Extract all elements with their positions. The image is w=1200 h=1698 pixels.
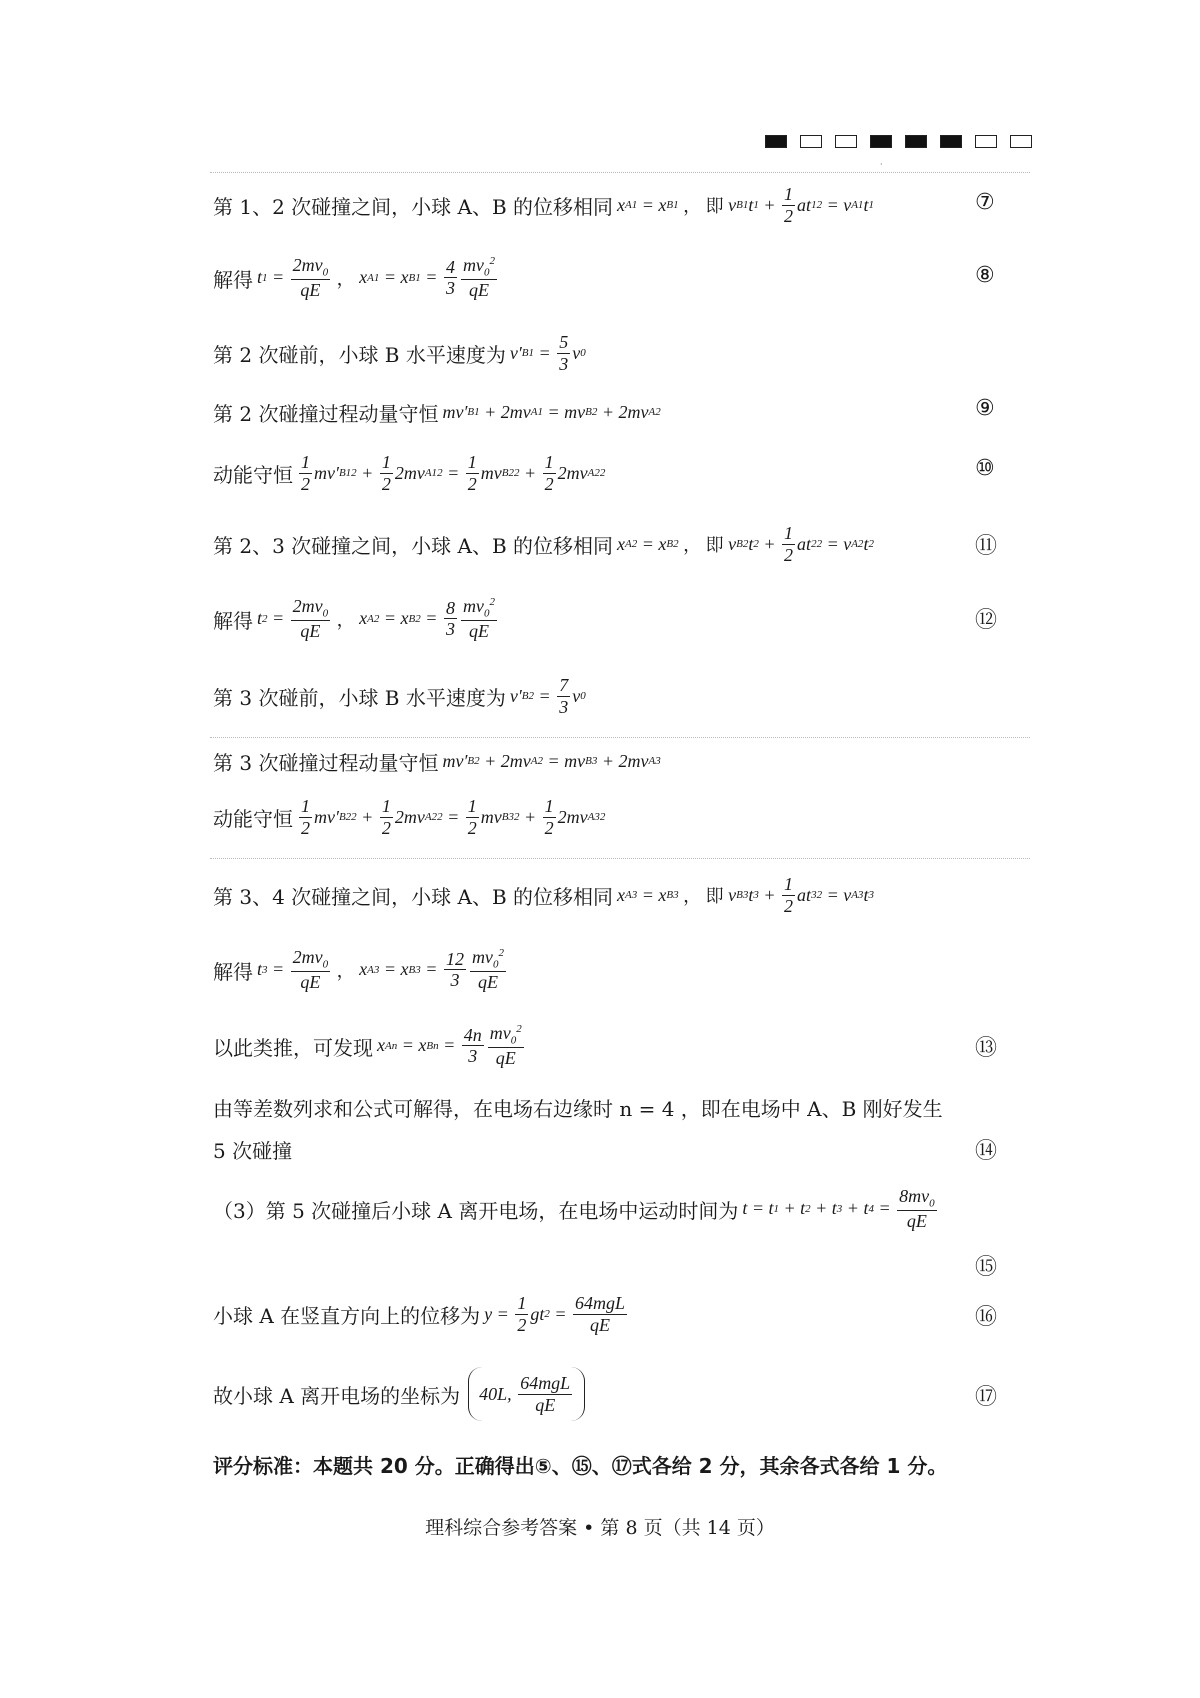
line-text: 故小球 A 离开电场的坐标为 <box>213 1383 461 1408</box>
equation-number: ⑩ <box>975 456 995 481</box>
equation: $\frac{1}{2}$ mv′ B1 2 + $\frac{1}{2}$ 2mv A1 2 = $\frac{1}{2}$ mv B2 2 + $\frac{1}{2}$ 2mv A2 2 <box>301 451 606 494</box>
corner-mark <box>800 135 822 148</box>
line-text: 第 3 次碰撞过程动量守恒 <box>213 750 439 775</box>
equation: mv′ B1 + 2mv A1 = mv B2 + 2mv A2 <box>442 401 661 422</box>
text-line <box>213 744 1000 778</box>
line-text: 第 2 次碰前，小球 B 水平速度为 <box>213 342 506 367</box>
text-line <box>213 789 1000 845</box>
line-text: 由等差数列求和公式可解得，在电场右边缘时 n = 4 ，即在电场中 A、B 刚好发生 <box>213 1096 943 1121</box>
equation: t 3 = $\frac{2mv_0}{qE}$ ， x A3 = x B3 = $\frac{12}{3}$ $\frac{mv_0^2}{qE}$ <box>257 947 504 993</box>
equation: x A3 = x B3 ， 即 v B3 t 3 + $\frac{1}{2}$ at 3 2 = v A3 t 3 <box>617 873 874 916</box>
text-line <box>213 668 1000 724</box>
corner-mark <box>975 135 997 148</box>
line-text: 第 2 次碰撞过程动量守恒 <box>213 401 439 426</box>
line-text: 以此类推，可发现 <box>213 1035 373 1060</box>
text-line <box>213 248 1000 308</box>
text-line <box>213 325 1000 381</box>
equation-number: ⑦ <box>975 190 995 215</box>
text-line <box>213 1016 1000 1076</box>
equation: x A2 = x B2 ， 即 v B2 t 2 + $\frac{1}{2}$ at 2 2 = v A2 t 2 <box>617 522 874 565</box>
equation-number: ⑬ <box>975 1036 998 1061</box>
equation: x An = x Bn = $\frac{4n}{3}$ $\frac{mv_0^2}{qE}$ <box>377 1023 522 1069</box>
line-text: 解得 <box>213 608 253 633</box>
equation: x A1 = x B1 ， 即 v B1 t 1 + $\frac{1}{2}$ at 1 2 = v A1 t 1 <box>617 183 874 226</box>
corner-marks <box>765 135 1032 148</box>
equation-number: ⑭ <box>975 1139 998 1164</box>
scoring-criteria: 评分标准：本题共 20 分。正确得出⑤、⑮、⑰式各给 2 分，其余各式各给 1 分。 <box>213 1454 948 1478</box>
corner-mark <box>1010 135 1032 148</box>
scan-dot: · <box>880 160 883 169</box>
equation: v′ B2 = $\frac{7}{3}$ v 0 <box>509 674 586 717</box>
page-footer: 理科综合参考答案 • 第 8 页（共 14 页） <box>425 1517 775 1539</box>
line-text: （3）第 5 次碰撞后小球 A 离开电场，在电场中运动时间为 <box>213 1198 739 1223</box>
line-text: 小球 A 在竖直方向上的位移为 <box>213 1303 481 1328</box>
text-line <box>213 1090 1000 1124</box>
divider <box>210 172 1030 173</box>
line-text: 第 1、2 次碰撞之间，小球 A、B 的位移相同 <box>213 194 614 219</box>
equation: t = t 1 + t 2 + t 3 + t 4 = $\frac{8mv_0}{qE}$ <box>742 1186 935 1232</box>
text-line <box>213 1286 1000 1342</box>
text-line <box>213 868 1000 922</box>
text-line <box>213 940 1000 1000</box>
text-line <box>213 589 1000 649</box>
equation: y = $\frac{1}{2}$ gt 2 = $\frac{\text{64mgL}}{qE}$ <box>484 1292 625 1335</box>
equation: $\frac{1}{2}$ mv′ B2 2 + $\frac{1}{2}$ 2mv A2 2 = $\frac{1}{2}$ mv B3 2 + $\frac{1}{2}$ 2mv A3 2 <box>301 795 606 838</box>
equation: t 2 = $\frac{2mv_0}{qE}$ ， x A2 = x B2 = $\frac{8}{3}$ $\frac{mv_0^2}{qE}$ <box>257 596 495 642</box>
equation-number: ⑯ <box>975 1305 998 1330</box>
text-line <box>213 517 1000 571</box>
text-line <box>213 445 1000 501</box>
line-text: 5 次碰撞 <box>213 1138 293 1163</box>
line-text: 解得 <box>213 959 253 984</box>
line-text: 第 3、4 次碰撞之间，小球 A、B 的位移相同 <box>213 884 614 909</box>
equation: mv′ B2 + 2mv A2 = mv B3 + 2mv A3 <box>442 750 661 771</box>
text-line <box>213 1180 1000 1238</box>
corner-mark <box>940 135 962 148</box>
equation-number: ⑮ <box>975 1255 998 1280</box>
line-text: 解得 <box>213 267 253 292</box>
corner-mark <box>905 135 927 148</box>
line-text: 第 3 次碰前，小球 B 水平速度为 <box>213 685 506 710</box>
divider <box>210 858 1030 859</box>
equation: 40L, $\frac{\text{64mgL}}{qE}$ <box>464 1367 585 1421</box>
equation: v′ B1 = $\frac{5}{3}$ v 0 <box>509 331 586 374</box>
line-text: 动能守恒 <box>213 462 293 487</box>
equation-number: ⑧ <box>975 263 995 288</box>
text-line <box>213 1364 1000 1424</box>
text-line <box>213 395 1000 429</box>
corner-mark <box>870 135 892 148</box>
equation-number: ⑨ <box>975 396 995 421</box>
equation-number: ⑰ <box>975 1385 998 1410</box>
equation-number: ⑪ <box>975 534 998 559</box>
line-text: 动能守恒 <box>213 806 293 831</box>
corner-mark <box>765 135 787 148</box>
equation: t 1 = $\frac{2mv_0}{qE}$ ， x A1 = x B1 = $\frac{4}{3}$ $\frac{mv_0^2}{qE}$ <box>257 255 495 301</box>
text-line <box>213 1132 1000 1166</box>
line-text: 第 2、3 次碰撞之间，小球 A、B 的位移相同 <box>213 533 614 558</box>
corner-mark <box>835 135 857 148</box>
divider <box>210 737 1030 738</box>
text-line <box>213 183 1000 227</box>
equation-number: ⑫ <box>975 608 998 633</box>
